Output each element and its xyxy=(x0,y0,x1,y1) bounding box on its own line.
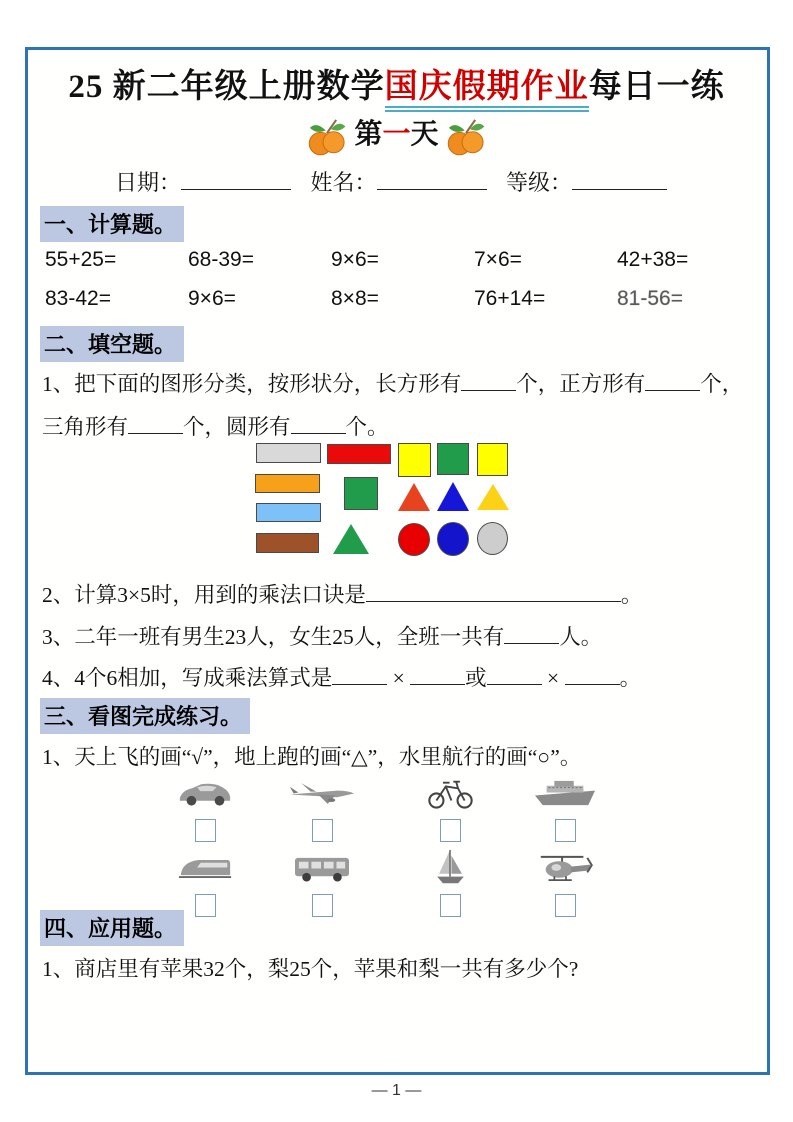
section-heading-look-picture: 三、看图完成练习。 xyxy=(40,698,250,734)
answer-blank[interactable] xyxy=(487,665,542,685)
app-q1: 1、商店里有苹果32个，梨25个，苹果和梨一共有多少个? xyxy=(42,957,579,981)
q2-text: 。 xyxy=(620,583,643,607)
multiply-sign: × xyxy=(547,666,560,690)
blue-rectangle-shape xyxy=(256,503,321,522)
name-label: 姓名： xyxy=(310,170,377,195)
q1-text: 个，圆形有 xyxy=(183,415,291,439)
answer-checkbox[interactable] xyxy=(440,894,461,917)
multiply-sign: × xyxy=(392,666,405,690)
answer-blank[interactable] xyxy=(332,665,387,685)
fill-q4 xyxy=(42,661,641,692)
q4-text: 。 xyxy=(619,666,642,690)
high-speed-train-image xyxy=(157,848,253,888)
answer-blank[interactable] xyxy=(291,414,346,434)
calc-problem: 42+38= xyxy=(617,248,689,271)
green-triangle-shape xyxy=(333,524,369,554)
q1-text: 三角形有 xyxy=(42,415,129,439)
fill-q2 xyxy=(42,578,642,609)
grade-label: 等级： xyxy=(506,170,573,195)
q2-text: 2、计算3×5时，用到的乘法口诀是 xyxy=(42,583,366,607)
vehicle-cell xyxy=(157,773,253,847)
red-rectangle-shape xyxy=(327,444,391,464)
orange-rectangle-shape xyxy=(255,474,320,493)
grade-blank[interactable] xyxy=(572,170,667,190)
answer-checkbox[interactable] xyxy=(555,819,576,842)
title-highlight: 国庆假期作业 xyxy=(385,69,589,112)
q1-text: 个， xyxy=(700,372,744,396)
tangerine-icon xyxy=(306,116,348,158)
car-image xyxy=(157,773,253,813)
name-blank[interactable] xyxy=(377,170,487,190)
calc-row-1 xyxy=(45,248,765,272)
answer-blank[interactable] xyxy=(128,414,183,434)
vehicle-cell xyxy=(274,848,370,922)
calc-problem: 9×6= xyxy=(188,287,236,310)
calc-problem: 81-56= xyxy=(617,287,683,310)
yellow-square-shape xyxy=(398,443,431,477)
answer-checkbox[interactable] xyxy=(195,819,216,842)
yellow-triangle-shape xyxy=(477,484,509,510)
vehicle-cell xyxy=(517,848,613,922)
page-number: — 1 — xyxy=(371,1082,422,1099)
sailboat-image xyxy=(402,848,498,888)
answer-blank[interactable] xyxy=(504,624,559,644)
answer-checkbox[interactable] xyxy=(312,819,333,842)
answer-checkbox[interactable] xyxy=(195,894,216,917)
vehicle-cell xyxy=(274,773,370,847)
header-fields xyxy=(115,166,681,197)
green-square-shape xyxy=(437,443,469,475)
yellow-square-shape xyxy=(477,443,508,476)
red-circle-shape xyxy=(398,523,430,556)
calc-problem: 7×6= xyxy=(474,248,522,271)
blue-triangle-shape xyxy=(437,482,469,511)
section-heading-calculation: 一、计算题。 xyxy=(40,206,184,242)
calc-problem: 83-42= xyxy=(45,287,111,310)
bus-image xyxy=(274,848,370,888)
day-subtitle xyxy=(0,112,793,158)
calc-problem: 9×6= xyxy=(331,248,379,271)
helicopter-image xyxy=(517,848,613,888)
q4-text: 4、4个6相加，写成乘法算式是 xyxy=(42,666,333,690)
answer-blank[interactable] xyxy=(366,582,621,602)
red-triangle-shape xyxy=(398,483,430,511)
calc-problem: 55+25= xyxy=(45,248,117,271)
tangerine-icon xyxy=(445,116,487,158)
q1-text: 个。 xyxy=(345,415,389,439)
answer-checkbox[interactable] xyxy=(555,894,576,917)
section-heading-application: 四、应用题。 xyxy=(40,910,184,946)
shapes-grid-image xyxy=(250,436,516,562)
page-title xyxy=(0,60,793,107)
date-blank[interactable] xyxy=(181,170,291,190)
q3-text: 人。 xyxy=(559,625,603,649)
vehicle-cell xyxy=(402,773,498,847)
answer-blank[interactable] xyxy=(645,371,700,391)
title-suffix: 每日一练 xyxy=(588,69,725,105)
gray-rectangle-shape xyxy=(256,443,321,463)
cruise-ship-image xyxy=(517,773,613,813)
calc-problem: 8×8= xyxy=(331,287,379,310)
airplane-image xyxy=(274,773,370,813)
q3-text: 3、二年一班有男生23人，女生25人，全班一共有 xyxy=(42,625,505,649)
answer-blank[interactable] xyxy=(410,665,465,685)
blue-circle-shape xyxy=(437,522,469,556)
answer-blank[interactable] xyxy=(565,665,620,685)
q1-text: 1、把下面的图形分类，按形状分，长方形有 xyxy=(42,372,462,396)
bicycle-image xyxy=(402,773,498,813)
green-square-shape xyxy=(344,477,378,510)
answer-checkbox[interactable] xyxy=(312,894,333,917)
answer-blank[interactable] xyxy=(461,371,516,391)
calc-problem: 76+14= xyxy=(474,287,546,310)
section-heading-fill-blank: 二、填空题。 xyxy=(40,326,184,362)
subtitle-red: 一 xyxy=(382,119,411,150)
title-prefix: 25 新二年级上册数学 xyxy=(68,69,385,105)
calc-problem: 68-39= xyxy=(188,248,254,271)
q4-text: 或 xyxy=(465,666,487,690)
look-q1: 1、天上飞的画“√”，地上跑的画“△”，水里航行的画“○”。 xyxy=(42,745,582,769)
subtitle-post: 天 xyxy=(410,119,439,150)
calc-row-2 xyxy=(45,287,765,311)
answer-checkbox[interactable] xyxy=(440,819,461,842)
vehicle-cell xyxy=(402,848,498,922)
brown-rectangle-shape xyxy=(256,533,319,553)
q1-text: 个，正方形有 xyxy=(516,372,646,396)
subtitle-pre: 第 xyxy=(354,119,383,150)
gray-circle-shape xyxy=(477,522,508,555)
date-label: 日期： xyxy=(115,170,182,195)
vehicle-cell xyxy=(517,773,613,847)
fill-q3 xyxy=(42,620,602,651)
fill-q1-line1 xyxy=(42,367,743,398)
